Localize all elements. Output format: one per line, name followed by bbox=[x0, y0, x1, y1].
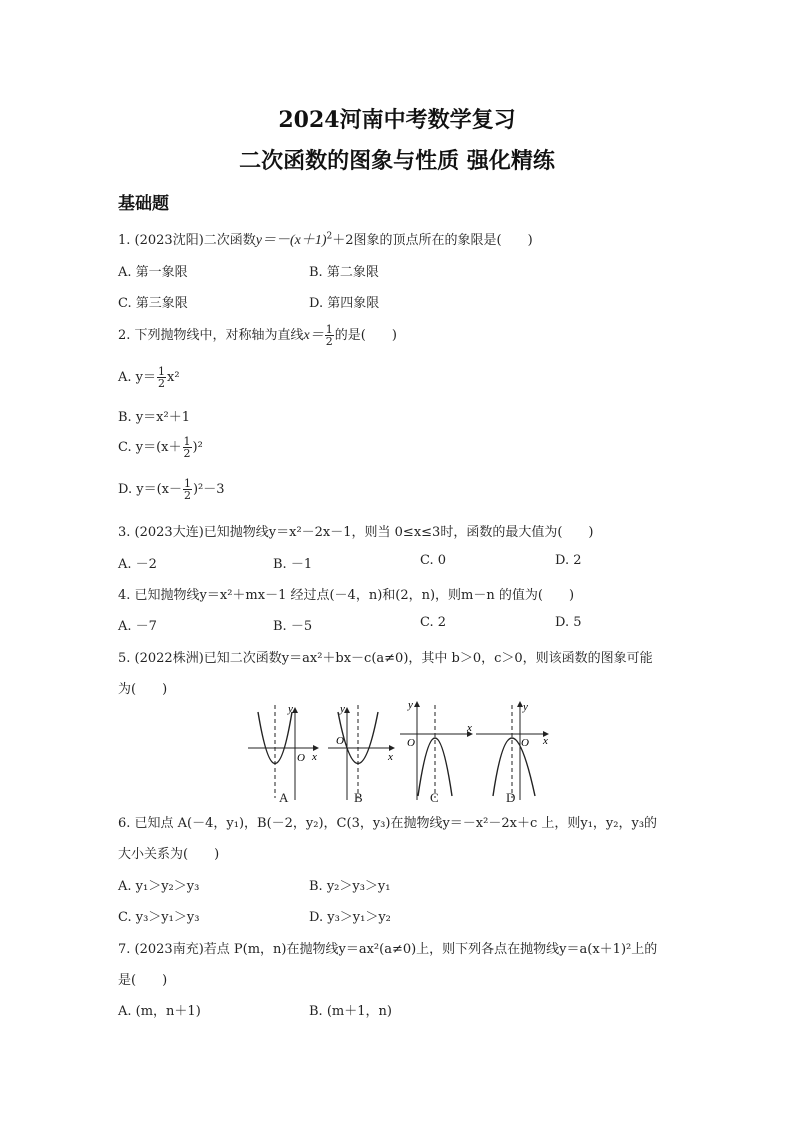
q7-option-a: A. (m，n＋1) bbox=[118, 1004, 201, 1019]
question-5-stem-line1: 5. (2022株洲)已知二次函数y＝ax²＋bx－c(a≠0)，其中 b＞0，c＞0，则该函数的图象可能 bbox=[118, 651, 653, 666]
q2-expression: x＝ bbox=[303, 328, 324, 343]
q4-option-b: B. －5 bbox=[273, 619, 313, 634]
frac-numerator: 1 bbox=[158, 365, 165, 378]
q1-exponent: 2 bbox=[326, 231, 333, 242]
q3-option-c: C. 0 bbox=[420, 553, 447, 568]
q2-a-fraction bbox=[157, 366, 166, 389]
q4-option-c: C. 2 bbox=[420, 615, 447, 630]
q6-option-a: A. y₁＞y₂＞y₃ bbox=[118, 879, 200, 894]
q5-d-y-label: y bbox=[523, 701, 528, 713]
q1-option-b: B. 第二象限 bbox=[309, 265, 379, 280]
q7-option-b: B. (m＋1，n) bbox=[309, 1004, 392, 1019]
q2-option-a bbox=[118, 366, 180, 389]
q1-option-c: C. 第三象限 bbox=[118, 296, 188, 311]
q3-option-b: B. －1 bbox=[273, 557, 313, 572]
q2-stem-b: 的是( ) bbox=[334, 328, 397, 343]
frac-denominator: 2 bbox=[183, 447, 191, 460]
q1-option-a: A. 第一象限 bbox=[118, 265, 188, 280]
question-7-stem-line2: 是( ) bbox=[118, 973, 168, 988]
q2-fraction bbox=[325, 324, 334, 347]
q6-option-c: C. y₃＞y₁＞y₃ bbox=[118, 910, 200, 925]
q5-d-origin: O bbox=[521, 737, 529, 749]
q1-stem-b: ＋2图象的顶点所在的象限是( ) bbox=[332, 233, 533, 248]
question-2-stem bbox=[118, 324, 397, 347]
q5-graph-label-c: C bbox=[430, 790, 439, 805]
question-7-stem-line1: 7. (2023南充)若点 P(m，n)在抛物线y＝ax²(a≠0)上，则下列各点在抛物线y＝a(x＋1)²上的 bbox=[118, 942, 658, 957]
frac-denominator: 2 bbox=[325, 335, 333, 348]
q2-stem-a: 2. 下列抛物线中，对称轴为直线 bbox=[118, 328, 304, 343]
q1-option-d: D. 第四象限 bbox=[309, 296, 380, 311]
question-6-stem-line1: 6. 已知点 A(－4，y₁)，B(－2，y₂)，C(3，y₃)在抛物线y＝－x²－2x＋c 上，则y₁，y₂，y₃的 bbox=[118, 816, 658, 831]
q1-expression: y＝－(x＋1) bbox=[255, 233, 327, 248]
frac-numerator: 1 bbox=[183, 435, 191, 448]
q2-option-b: B. y＝x²＋1 bbox=[118, 410, 190, 425]
q2-c-post: )² bbox=[192, 440, 203, 455]
q5-c-y-label: y bbox=[408, 700, 413, 711]
page-title: 2024河南中考数学复习 bbox=[278, 107, 516, 133]
q2-d-pre: D. y＝(x－ bbox=[118, 482, 182, 497]
question-6-stem-line2: 大小关系为( ) bbox=[118, 847, 220, 862]
question-1-stem bbox=[118, 229, 533, 249]
q2-c-fraction bbox=[183, 436, 192, 459]
q5-b-x-label: x bbox=[388, 751, 393, 763]
q5-graph-label-a: A bbox=[279, 790, 289, 805]
q5-d-x-label: x bbox=[543, 735, 548, 747]
q2-option-c bbox=[118, 436, 203, 459]
q2-option-d bbox=[118, 478, 225, 501]
question-4-stem: 4. 已知抛物线y＝x²＋mx－1 经过点(－4，n)和(2，n)，则m－n 的值为( ) bbox=[118, 588, 575, 603]
q6-option-b: B. y₂＞y₃＞y₁ bbox=[309, 879, 391, 894]
q5-graph-d bbox=[476, 701, 548, 800]
q1-stem-a: 1. (2023沈阳)二次函数 bbox=[118, 233, 256, 248]
frac-denominator: 2 bbox=[158, 377, 165, 390]
q5-b-y-label: y bbox=[340, 703, 345, 715]
q5-graph-c bbox=[400, 700, 472, 800]
frac-numerator: 1 bbox=[325, 323, 333, 336]
q5-c-origin: O bbox=[407, 737, 415, 749]
q2-a-post: x² bbox=[167, 370, 180, 385]
frac-denominator: 2 bbox=[183, 489, 191, 502]
q6-option-d: D. y₃＞y₁＞y₂ bbox=[309, 910, 391, 925]
q5-a-x-label: x bbox=[312, 751, 317, 763]
q5-graph-b bbox=[328, 703, 394, 800]
q5-graph-label-d: D bbox=[506, 790, 516, 805]
q4-option-a: A. －7 bbox=[118, 619, 157, 634]
q2-d-post: )²－3 bbox=[192, 482, 225, 497]
q2-a-pre: A. y＝ bbox=[118, 370, 156, 385]
q3-option-d: D. 2 bbox=[555, 553, 582, 568]
frac-numerator: 1 bbox=[183, 477, 191, 490]
q5-graph-label-b: B bbox=[354, 790, 363, 805]
q5-graph-a bbox=[248, 703, 318, 800]
section-title: 基础题 bbox=[118, 194, 169, 214]
q5-a-y-label: y bbox=[288, 703, 293, 715]
page-subtitle: 二次函数的图象与性质 强化精练 bbox=[239, 148, 555, 174]
q2-d-fraction bbox=[183, 478, 192, 501]
q5-a-origin: O bbox=[297, 752, 305, 764]
question-5-stem-line2: 为( ) bbox=[118, 682, 168, 697]
question-3-stem: 3. (2023大连)已知抛物线y＝x²－2x－1，则当 0≤x≤3时，函数的最大值为( ) bbox=[118, 525, 594, 540]
q3-option-a: A. －2 bbox=[118, 557, 157, 572]
q2-c-pre: C. y＝(x＋ bbox=[118, 440, 182, 455]
q5-c-x-label: x bbox=[467, 722, 472, 734]
q5-b-origin: O bbox=[336, 735, 344, 747]
q4-option-d: D. 5 bbox=[555, 615, 582, 630]
